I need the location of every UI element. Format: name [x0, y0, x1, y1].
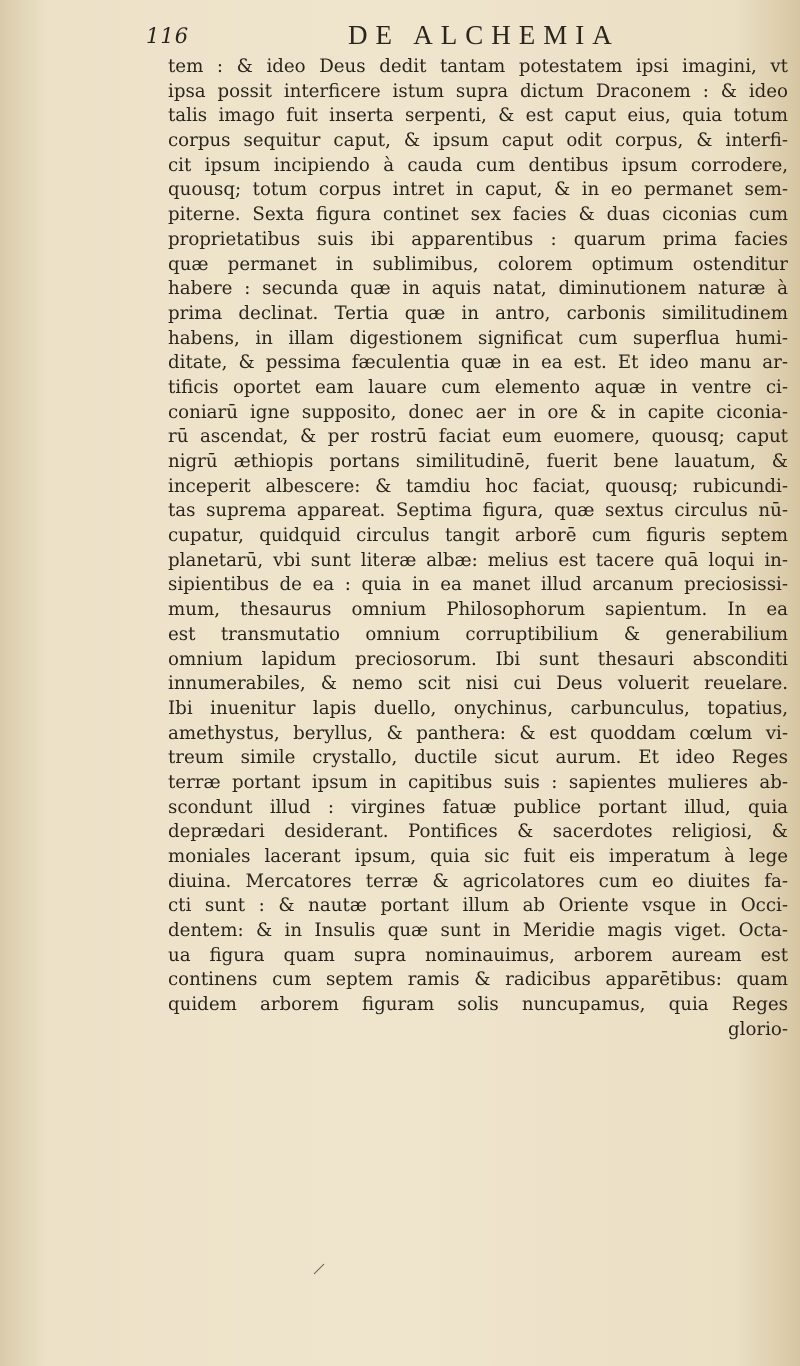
body-text: [168, 55, 788, 1043]
text-line: cupatur, quidquid circulus tangit arborē cum figuris septem: [168, 525, 788, 547]
text-line: sipientibus de ea : quia in ea manet illud arcanum preciosissi-: [168, 574, 788, 596]
text-line: ipsa possit interficere istum supra dictum Draconem : & ideo: [168, 80, 788, 102]
text-line: piterne. Sexta figura continet sex facies & duas ciconias cum: [168, 204, 788, 226]
text-line: scondunt illud : virgines fatuæ publice portant illud, quia: [168, 796, 788, 818]
text-line: habere : secunda quæ in aquis natat, diminutionem naturæ à: [168, 278, 788, 300]
text-line: cit ipsum incipiendo à cauda cum dentibus ipsum corrodere,: [168, 154, 788, 176]
text-line: ua figura quam supra nominauimus, arborem auream est: [168, 944, 788, 966]
text-line: treum simile crystallo, ductile sicut aurum. Et ideo Reges: [168, 747, 788, 769]
text-line: innumerabiles, & nemo scit nisi cui Deus voluerit reuelare.: [168, 673, 788, 695]
text-line: coniarū igne supposito, donec aer in ore & in capite ciconia-: [168, 401, 788, 423]
text-line: glorio-: [727, 1018, 788, 1040]
ink-mark-icon: [312, 1262, 326, 1276]
text-line: prima declinat. Tertia quæ in antro, carbonis similitudinem: [168, 302, 788, 324]
text-line: cti sunt : & nautæ portant illum ab Oriente vsque in Occi-: [168, 895, 788, 917]
text-line: quousq; totum corpus intret in caput, & in eo permanet sem-: [168, 179, 788, 201]
text-line: continens cum septem ramis & radicibus apparētibus: quam: [168, 969, 788, 991]
running-head: [0, 18, 800, 58]
text-line: proprietatibus suis ibi apparentibus : quarum prima facies: [168, 228, 788, 250]
text-line: corpus sequitur caput, & ipsum caput odit corpus, & interfi-: [168, 130, 788, 152]
text-line: tem : & ideo Deus dedit tantam potestatem ipsi imagini, vt: [168, 56, 788, 77]
text-line: habens, in illam digestionem significat cum superflua humi-: [168, 327, 788, 349]
text-line: moniales lacerant ipsum, quia sic fuit eis imperatum à lege: [168, 846, 788, 867]
text-line: terræ portant ipsum in capitibus suis : sapientes mulieres ab-: [168, 771, 788, 793]
text-line: ditate, & pessima fæculentia quæ in ea est. Et ideo manu ar-: [168, 352, 788, 374]
text-line: quidem arborem figuram solis nuncupamus, quia Reges: [168, 994, 788, 1016]
text-line: Ibi inuenitur lapis duello, onychinus, carbunculus, topatius,: [168, 697, 788, 719]
page-number: 116: [146, 24, 190, 48]
text-line: omnium lapidum preciosorum. Ibi sunt thesauri absconditi: [168, 648, 788, 670]
text-line: nigrū æthiopis portans similitudinē, fuerit bene lauatum, &: [168, 451, 788, 472]
text-line: tificis oportet eam lauare cum elemento aquæ in ventre ci-: [168, 376, 788, 398]
text-line: quæ permanet in sublimibus, colorem optimum ostenditur: [168, 253, 788, 275]
running-title: DE ALCHEMIA: [348, 20, 620, 50]
text-line: inceperit albescere: & tamdiu hoc faciat, quousq; rubicundi-: [168, 475, 788, 497]
text-line: est transmutatio omnium corruptibilium & generabilium: [168, 623, 788, 645]
text-line: mum, thesaurus omnium Philosophorum sapientum. In ea: [168, 599, 788, 621]
text-line: tas suprema appareat. Septima figura, quæ sextus circulus nū-: [168, 500, 788, 522]
text-line: amethystus, beryllus, & panthera: & est quoddam cœlum vi-: [168, 722, 788, 744]
text-line: diuina. Mercatores terræ & agricolatores cum eo diuites fa-: [168, 870, 788, 892]
text-line: deprædari desiderant. Pontifices & sacerdotes religiosi, &: [168, 821, 788, 843]
text-line: rū ascendat, & per rostrū faciat eum euomere, quousq; caput: [168, 426, 788, 448]
text-line: planetarū, vbi sunt literæ albæ: melius est tacere quā loqui in-: [168, 549, 788, 571]
text-line: talis imago fuit inserta serpenti, & est caput eius, quia totum: [168, 105, 788, 127]
text-line: dentem: & in Insulis quæ sunt in Meridie magis viget. Octa-: [168, 920, 788, 942]
